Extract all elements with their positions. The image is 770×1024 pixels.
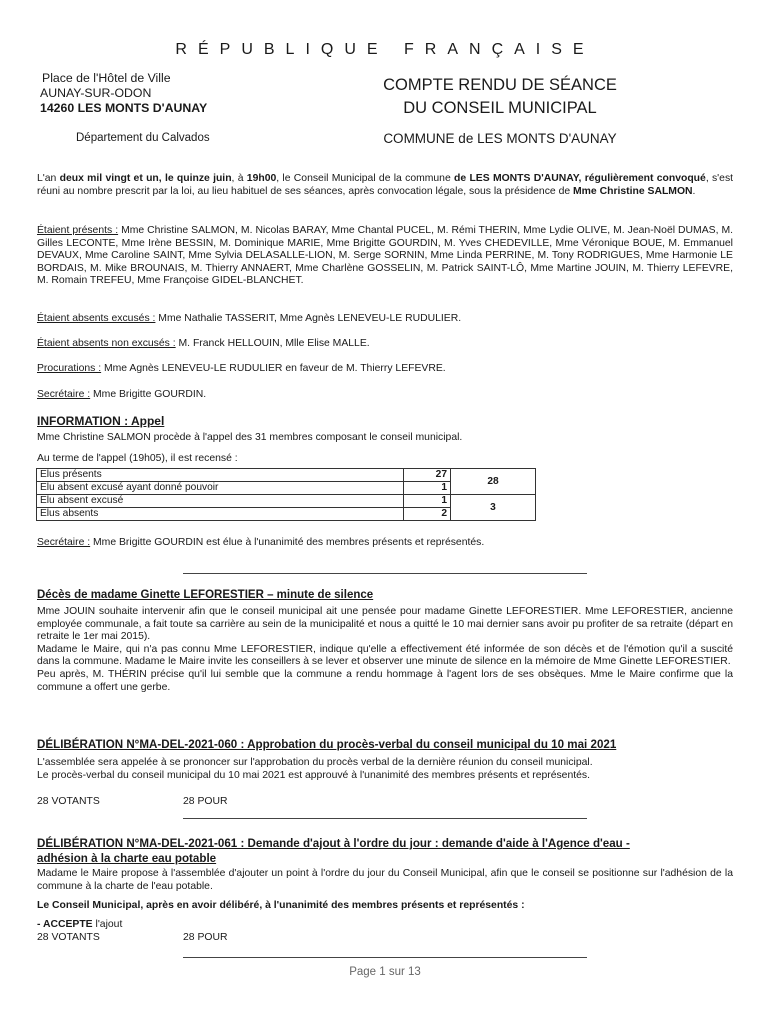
procurations-text: Mme Agnès LENEVEU-LE RUDULIER en faveur de M. Thierry LEFEVRE.	[101, 363, 446, 374]
information-heading: INFORMATION : Appel	[37, 414, 165, 428]
presents-list: Mme Christine SALMON, M. Nicolas BARAY, Mme Chantal PUCEL, M. Rémi THERIN, Mme Lydie OLIVE, M. Jean-Noël DUMAS, M. Gilles LECONTE, Mme Irène BESSIN, M. Dominique MARIE, Mme Brigitte GOURDIN, M. Yves CHEDEVILLE, Mme Véronique BOUE, M. Emmanuel DEVAUX, Mme Caroline SAINT, Mme Sylvia DELASALLE-LION, M. Serge SORNIN, Mme Linda PERRINE, M. Tony RODRIGUES, Mme Harmonie LE BORDAIS, M. Mike BROUNAIS, M. Thierry ANNAERT, Mme Charlène GOSSELIN, M. Patrick SAINT-LÔ, Mme Martine JOUIN, M. Thierry LEFEVRE, M. Romain TREFEU, Mme Françoise GIDEL-BLANCHET.	[37, 225, 733, 287]
accepte-label: - ACCEPTE	[37, 919, 93, 930]
address-line1: Place de l'Hôtel de Ville	[42, 71, 171, 85]
del061-pour: 28 POUR	[183, 932, 228, 943]
row-label: Elu absent excusé ayant donné pouvoir	[37, 482, 404, 495]
del060-pour: 28 POUR	[183, 796, 228, 807]
absents-non-excuses-label: Étaient absents non excusés :	[37, 338, 176, 349]
intro-paragraph	[37, 173, 733, 198]
intro-text-1: L'an	[37, 173, 57, 184]
del061-decision: Le Conseil Municipal, après en avoir délibéré, à l'unanimité des membres présents et représentés :	[37, 900, 525, 911]
intro-text-7: , s'est réuni au nombre prescrit par la loi, au lieu habituel de ses séances, après convocation légale, sous la présidence de	[37, 173, 734, 197]
row-label: Elu absent excusé	[37, 495, 404, 508]
del060-heading: DÉLIBÉRATION N°MA-DEL-2021-060 : Approbation du procès-verbal du conseil municipal du 10 mai 2021	[37, 738, 617, 751]
secretaire-election-label: Secrétaire :	[37, 537, 91, 548]
row-value: 1	[404, 482, 451, 495]
address-block	[40, 71, 207, 116]
page-number: Page 1 sur 13	[349, 966, 421, 978]
departement-label: Département du Calvados	[76, 132, 210, 144]
row-value: 2	[404, 508, 451, 521]
information-line1: Mme Christine SALMON procède à l'appel des 31 membres composant le conseil municipal.	[37, 432, 463, 443]
secretaire-election-text: Mme Brigitte GOURDIN est élue à l'unanimité des membres présents et représentés.	[90, 537, 485, 548]
del061-accepte	[37, 919, 122, 932]
del060-votants: 28 VOTANTS	[37, 796, 100, 807]
row-value: 27	[404, 469, 451, 482]
information-line2: Au terme de l'appel (19h05), il est recensé :	[37, 453, 238, 464]
deces-p2: Madame le Maire, qui n'a pas connu Mme LEFORESTIER, indique qu'elle a effectivement été informée de son décès et de l'émotion qu'il a suscité dans la commune. Madame le Maire invite les conseillers à se lever et observer une minute de silence en la mémoire de Mme Ginette LEFORESTIER.	[37, 643, 733, 668]
procurations-label: Procurations :	[37, 363, 102, 374]
separator-line	[183, 818, 587, 819]
separator-line	[183, 573, 587, 574]
deces-p3: Peu après, M. THÉRIN précise qu'il lui semble que la commune a rendu hommage à l'agent lors de ses obsèques. Mme le Maire confirme que la commune a offert une gerbe.	[37, 668, 733, 693]
procurations	[37, 363, 733, 376]
intro-commune: de LES MONTS D'AUNAY, régulièrement convoqué	[454, 173, 706, 184]
republic-heading: RÉPUBLIQUE FRANÇAISE	[175, 41, 595, 58]
intro-text-9: .	[692, 185, 696, 197]
absents-excuses-list: Mme Nathalie TASSERIT, Mme Agnès LENEVEU-LE RUDULIER.	[155, 313, 462, 324]
secretaire-label: Secrétaire :	[37, 389, 91, 400]
title-line2: DU CONSEIL MUNICIPAL	[403, 99, 597, 117]
deces-paragraph	[37, 606, 733, 694]
secretaire-text: Mme Brigitte GOURDIN.	[90, 389, 207, 400]
document-title	[355, 74, 645, 120]
presents-paragraph	[37, 225, 733, 288]
absents-non-excuses	[37, 338, 733, 351]
commune-label: COMMUNE de LES MONTS D'AUNAY	[383, 131, 617, 146]
address-line2: AUNAY-SUR-ODON	[40, 86, 152, 100]
del060-p1: L'assemblée sera appelée à se prononcer sur l'approbation du procès verbal de la dernière réunion du conseil municipal.	[37, 757, 593, 768]
del061-heading-line2: adhésion à la charte eau potable	[37, 852, 217, 865]
del060-p2: Le procès-verbal du conseil municipal du 10 mai 2021 est approuvé à l'unanimité des membres présents et représentés.	[37, 769, 590, 781]
title-line1: COMPTE RENDU DE SÉANCE	[383, 76, 617, 94]
address-line3: 14260 LES MONTS D'AUNAY	[40, 101, 208, 115]
del061-paragraph: Madame le Maire propose à l'assemblée d'ajouter un point à l'ordre du jour du Conseil Municipal, afin que le conseil se positionne sur l'adhésion de la commune à la charte de l'eau potable.	[37, 868, 733, 892]
secretaire-election	[37, 537, 733, 550]
del060-paragraph	[37, 757, 733, 782]
intro-text-3: , à	[231, 173, 244, 184]
intro-date: deux mil vingt et un, le quinze juin	[59, 173, 232, 184]
absents-excuses	[37, 313, 733, 326]
recensement-table	[36, 468, 536, 521]
row-value: 1	[404, 495, 451, 508]
total-absents: 3	[451, 495, 536, 521]
intro-president: Mme Christine SALMON	[573, 185, 693, 197]
deces-p1: Mme JOUIN souhaite intervenir afin que le conseil municipal ait une pensée pour madame Ginette LEFORESTIER. Mme LEFORESTIER, ancienne employée communale, a fait toute sa carrière au sein de la municipalité et nous a quitté le 10 mai dernier sans avoir pu profiter de sa retraite (départ en retraite le 1er mai 2015).	[37, 606, 733, 643]
intro-text-5: , le Conseil Municipal de la commune	[276, 173, 451, 184]
del061-heading	[37, 836, 630, 866]
del061-votants: 28 VOTANTS	[37, 932, 100, 943]
absents-non-excuses-list: M. Franck HELLOUIN, Mlle Elise MALLE.	[175, 338, 370, 349]
table-row	[37, 469, 536, 482]
row-label: Elus présents	[37, 469, 404, 482]
absents-excuses-label: Étaient absents excusés :	[37, 313, 156, 324]
deces-heading: Décès de madame Ginette LEFORESTIER – minute de silence	[37, 589, 374, 601]
total-votants: 28	[451, 469, 536, 495]
presents-label: Étaient présents :	[37, 225, 119, 236]
table-row	[37, 495, 536, 508]
secretaire	[37, 389, 733, 402]
separator-line	[183, 957, 587, 958]
accepte-rest: l'ajout	[92, 919, 123, 930]
intro-time: 19h00	[246, 173, 277, 184]
del061-heading-line1: DÉLIBÉRATION N°MA-DEL-2021-061 : Demande d'ajout à l'ordre du jour : demande d'aide à l'Agence d'eau -	[37, 837, 630, 850]
row-label: Elus absents	[37, 508, 404, 521]
